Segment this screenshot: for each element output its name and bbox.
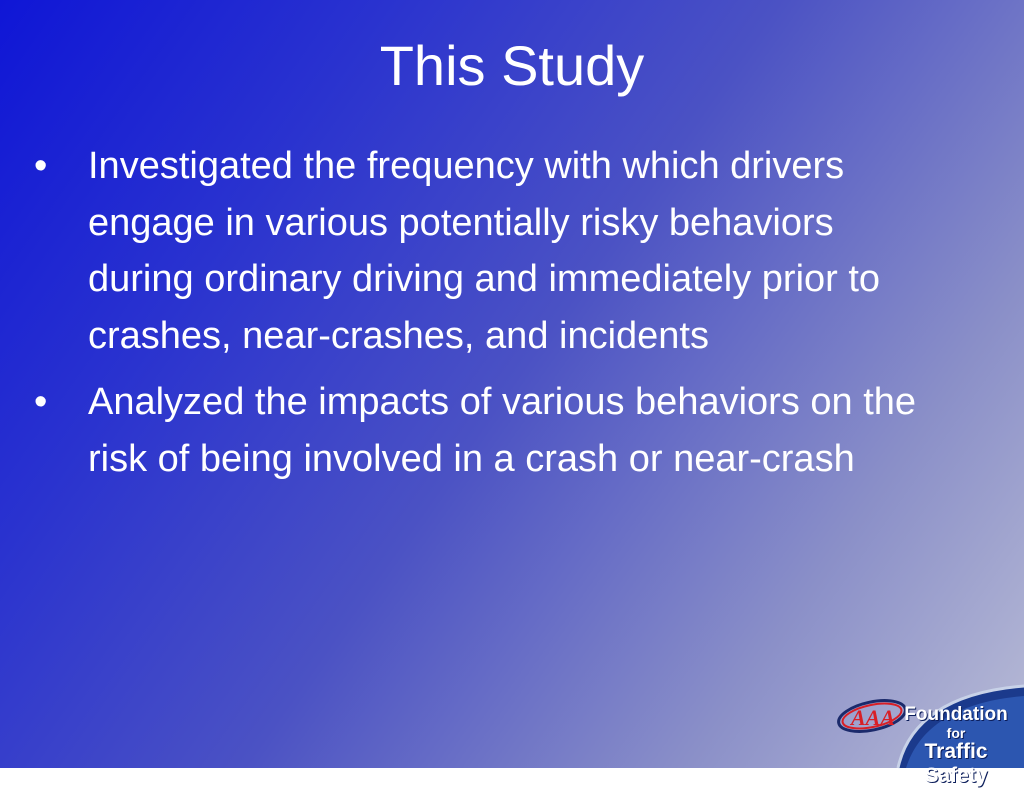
bullet-item [30, 374, 930, 487]
logo-line-2: for [946, 725, 966, 741]
bullet-marker: • [34, 145, 48, 187]
bullet-item [30, 138, 930, 364]
aaa-foundation-logo [828, 682, 1024, 787]
bullet-list [30, 138, 930, 497]
svg-text:AAA: AAA [850, 705, 896, 730]
logo-line-3: Traffic Safety [924, 740, 988, 787]
logo-line-1: Foundation [904, 704, 1008, 725]
bullet-marker: • [34, 381, 48, 423]
slide-title: This Study [379, 34, 645, 97]
bullet-text: Analyzed the impacts of various behaviors on the risk of being involved in a crash or near-crash [88, 381, 917, 480]
bullet-text: Investigated the frequency with which drivers engage in various potentially risky behaviors during ordinary driving and immediately prior to crashes, near-crashes, and incidents [88, 145, 881, 357]
